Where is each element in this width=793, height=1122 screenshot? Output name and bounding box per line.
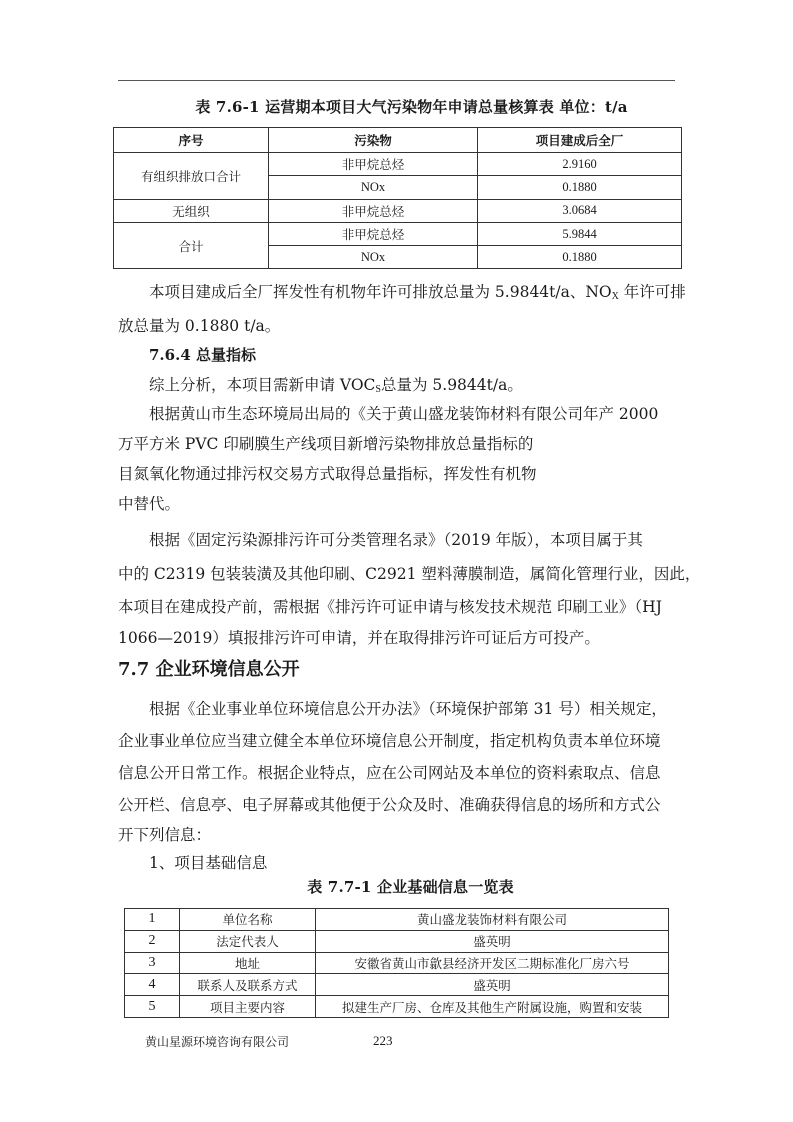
list-item: 1、项目基础信息	[149, 854, 268, 872]
header-cell: 污染物	[269, 128, 478, 153]
subscript: S	[375, 384, 381, 395]
value-cell: 3.0684	[478, 199, 682, 222]
field-label: 项目主要内容	[180, 996, 316, 1018]
pollutant-cell: 非甲烷总烃	[269, 199, 478, 222]
header-cell: 项目建成后全厂	[478, 128, 682, 153]
text-run: 本项目建成后全厂挥发性有机物年许可排放总量为 5.9844t/a、NO	[149, 283, 612, 301]
paragraph-line: 万平方米 PVC 印刷膜生产线项目新增污染物排放总量指标的	[118, 435, 534, 453]
field-label: 法定代表人	[180, 930, 316, 952]
paragraph-line: 本项目在建成投产前，需根据《排污许可证申请与核发技术规范 印刷工业》（HJ	[118, 598, 662, 616]
paragraph-line: 中的 C2319 包装装潢及其他印刷、C2921 塑料薄膜制造，属简化管理行业，因此，	[118, 565, 701, 583]
row-number: 3	[125, 952, 180, 974]
row-number: 5	[125, 996, 180, 1018]
table-row	[114, 222, 682, 245]
table2-caption: 表 7.7-1 企业基础信息一览表	[307, 878, 514, 896]
paragraph-line: 公开栏、信息亭、电子屏幕或其他便于公众及时、准确获得信息的场所和方式公	[118, 796, 661, 814]
table-row	[125, 909, 669, 931]
group-label: 合计	[114, 222, 269, 269]
paragraph-line: 企业事业单位应当建立健全本单位环境信息公开制度，指定机构负责本单位环境	[118, 732, 661, 750]
field-label: 地址	[180, 952, 316, 974]
text-run: 总量为 5.9844t/a。	[380, 376, 523, 394]
paragraph-line: 中替代。	[118, 495, 181, 513]
table-row	[114, 199, 682, 222]
header-cell: 序号	[114, 128, 269, 153]
table-header-row	[114, 128, 682, 153]
paragraph-line: 放总量为 0.1880 t/a。	[118, 317, 281, 335]
group-label: 有组织排放口合计	[114, 153, 269, 200]
section-heading-7-6-4: 7.6.4 总量指标	[149, 346, 256, 364]
emission-total-table	[113, 127, 682, 269]
page-number: 223	[373, 1033, 393, 1048]
paragraph-line: 根据黄山市生态环境局出局的《关于黄山盛龙装饰材料有限公司年产 2000	[149, 405, 659, 423]
text-run: 年许可排	[618, 283, 686, 301]
subscript: X	[611, 291, 619, 302]
row-number: 2	[125, 930, 180, 952]
pollutant-cell: 非甲烷总烃	[269, 222, 478, 245]
row-number: 4	[125, 974, 180, 996]
paragraph-line: 信息公开日常工作。根据企业特点，应在公司网站及本单位的资料索取点、信息	[118, 764, 661, 782]
field-value: 拟建生产厂房、仓库及其他生产附属设施，购置和安装	[316, 996, 669, 1018]
table1-caption: 表 7.6-1 运营期本项目大气污染物年申请总量核算表 单位：t/a	[195, 98, 628, 116]
value-cell: 2.9160	[478, 153, 682, 176]
field-value: 盛英明	[316, 930, 669, 952]
table-row	[125, 930, 669, 952]
section-heading-7-7: 7.7 企业环境信息公开	[118, 659, 300, 680]
field-value: 黄山盛龙装饰材料有限公司	[316, 909, 669, 931]
value-cell: 0.1880	[478, 176, 682, 199]
field-label: 单位名称	[180, 909, 316, 931]
field-value: 盛英明	[316, 974, 669, 996]
group-label: 无组织	[114, 199, 269, 222]
pollutant-cell: NOx	[269, 176, 478, 199]
table-row	[125, 974, 669, 996]
table-row	[125, 952, 669, 974]
paragraph-line: 根据《企业事业单位环境信息公开办法》（环境保护部第 31 号）相关规定，	[149, 700, 667, 718]
table-row	[114, 153, 682, 176]
text-run: 综上分析，本项目需新申请 VOC	[149, 376, 376, 394]
footer-company: 黄山星源环境咨询有限公司	[145, 1035, 290, 1049]
field-label: 联系人及联系方式	[180, 974, 316, 996]
paragraph-line: 根据《固定污染源排污许可分类管理名录》（2019 年版），本项目属于其	[149, 531, 643, 549]
table-row	[125, 996, 669, 1018]
paragraph-line	[118, 375, 709, 400]
paragraph-line: 目氮氧化物通过排污权交易方式取得总量指标，挥发性有机物	[118, 465, 537, 483]
value-cell: 5.9844	[478, 222, 682, 245]
row-number: 1	[125, 909, 180, 931]
paragraph-line	[118, 282, 709, 307]
value-cell: 0.1880	[478, 246, 682, 269]
field-value: 安徽省黄山市歙县经济开发区二期标准化厂房六号	[316, 952, 669, 974]
pollutant-cell: NOx	[269, 246, 478, 269]
paragraph-line: 1066—2019）填报排污许可申请，并在取得排污许可证后方可投产。	[118, 629, 600, 647]
header-rule	[118, 80, 675, 81]
company-info-table	[124, 908, 669, 1018]
paragraph-line: 开下列信息：	[118, 826, 212, 844]
pollutant-cell: 非甲烷总烃	[269, 153, 478, 176]
